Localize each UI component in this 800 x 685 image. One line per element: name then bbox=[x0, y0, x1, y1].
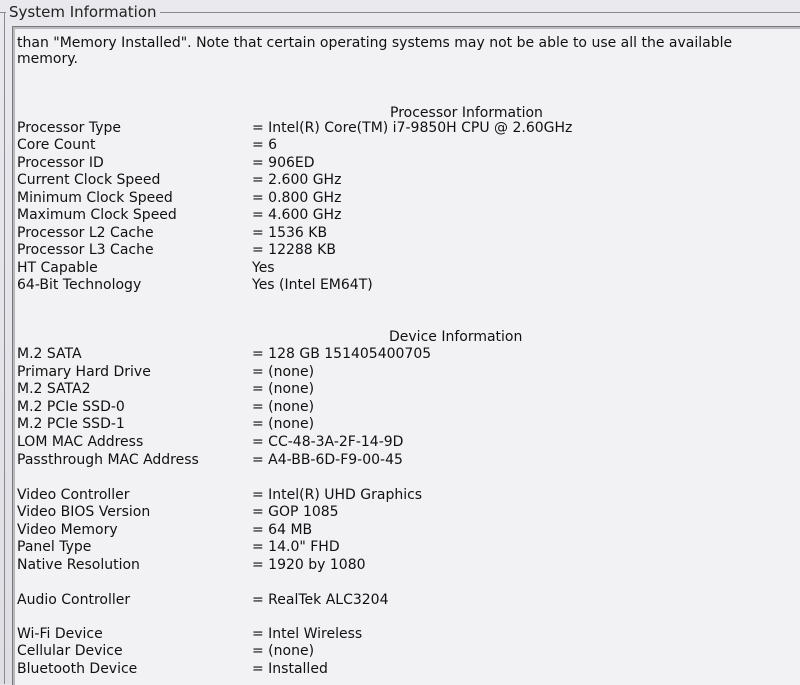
intro-text: than "Memory Installed". Note that certain operating systems may not be able to use all the available memory. bbox=[17, 35, 733, 67]
row-value: = 906ED bbox=[252, 155, 315, 171]
row-label: Audio Controller bbox=[17, 592, 131, 608]
row-value: = A4-BB-6D-F9-00-45 bbox=[252, 452, 403, 468]
row-value: = 0.800 GHz bbox=[252, 190, 342, 206]
row-label: Core Count bbox=[17, 137, 96, 153]
info-row-bluetooth-device bbox=[17, 661, 797, 678]
row-label: Bluetooth Device bbox=[17, 661, 138, 677]
row-value: = 128 GB 151405400705 bbox=[252, 346, 432, 362]
row-value: = (none) bbox=[252, 643, 315, 659]
info-row-video-memory bbox=[17, 522, 797, 539]
row-value: = Intel(R) Core(TM) i7-9850H CPU @ 2.60GHz bbox=[252, 120, 573, 136]
row-value: = RealTek ALC3204 bbox=[252, 592, 389, 608]
row-label: Processor ID bbox=[17, 155, 104, 171]
row-value: = (none) bbox=[252, 381, 315, 397]
info-row-processor-type bbox=[17, 120, 797, 137]
row-label: M.2 SATA bbox=[17, 346, 82, 362]
row-value: = 1536 KB bbox=[252, 225, 328, 241]
row-label: Cellular Device bbox=[17, 643, 123, 659]
info-row-m2-sata2 bbox=[17, 381, 797, 398]
row-value: Yes (Intel EM64T) bbox=[252, 277, 373, 293]
info-row-m2-pcie-ssd-0 bbox=[17, 399, 797, 416]
row-value: = Intel(R) UHD Graphics bbox=[252, 487, 423, 503]
row-label: Processor Type bbox=[17, 120, 122, 136]
info-row-core-count bbox=[17, 137, 797, 154]
row-value: = 12288 KB bbox=[252, 242, 336, 258]
info-row-cellular-device bbox=[17, 643, 797, 660]
device-section-title: Device Information bbox=[389, 329, 523, 345]
row-label: Wi-Fi Device bbox=[17, 626, 103, 642]
row-label: HT Capable bbox=[17, 260, 98, 276]
info-row-primary-hard-drive bbox=[17, 364, 797, 381]
info-row-audio-controller bbox=[17, 592, 797, 609]
row-value: = 64 MB bbox=[252, 522, 313, 538]
row-value: = Intel Wireless bbox=[252, 626, 363, 642]
row-value: = 14.0" FHD bbox=[252, 539, 340, 555]
info-row-lom-mac-address bbox=[17, 434, 797, 451]
info-row-64bit-technology bbox=[17, 277, 797, 294]
row-value: = (none) bbox=[252, 364, 315, 380]
info-row-wifi-device bbox=[17, 626, 797, 643]
row-label: 64-Bit Technology bbox=[17, 277, 142, 293]
row-label: Maximum Clock Speed bbox=[17, 207, 177, 223]
row-label: Processor L3 Cache bbox=[17, 242, 154, 258]
info-row-maximum-clock-speed bbox=[17, 207, 797, 224]
row-label: Video Memory bbox=[17, 522, 118, 538]
row-value: = Installed bbox=[252, 661, 328, 677]
info-row-processor-l3-cache bbox=[17, 242, 797, 259]
row-value: = GOP 1085 bbox=[252, 504, 339, 520]
group-border-left bbox=[4, 12, 5, 684]
processor-section-title: Processor Information bbox=[390, 105, 543, 121]
info-row-native-resolution bbox=[17, 557, 797, 574]
info-row-processor-l2-cache bbox=[17, 225, 797, 242]
row-value: = 4.600 GHz bbox=[252, 207, 342, 223]
info-row-processor-id bbox=[17, 155, 797, 172]
row-label: Video Controller bbox=[17, 487, 130, 503]
row-value: Yes bbox=[252, 260, 275, 276]
row-label: Primary Hard Drive bbox=[17, 364, 151, 380]
row-value: = 6 bbox=[252, 137, 278, 153]
row-label: Current Clock Speed bbox=[17, 172, 161, 188]
info-row-panel-type bbox=[17, 539, 797, 556]
info-row-passthrough-mac-address bbox=[17, 452, 797, 469]
row-label: Processor L2 Cache bbox=[17, 225, 154, 241]
info-scroll-panel[interactable] bbox=[12, 26, 800, 685]
row-label: LOM MAC Address bbox=[17, 434, 144, 450]
info-row-m2-pcie-ssd-1 bbox=[17, 416, 797, 433]
info-row-video-bios-version bbox=[17, 504, 797, 521]
row-value: = 2.600 GHz bbox=[252, 172, 342, 188]
info-row-m2-sata bbox=[17, 346, 797, 363]
group-title: System Information bbox=[6, 2, 160, 22]
row-label: Video BIOS Version bbox=[17, 504, 151, 520]
row-label: M.2 PCIe SSD-0 bbox=[17, 399, 125, 415]
row-label: Native Resolution bbox=[17, 557, 140, 573]
row-label: Panel Type bbox=[17, 539, 92, 555]
info-row-video-controller bbox=[17, 487, 797, 504]
row-value: = 1920 by 1080 bbox=[252, 557, 366, 573]
row-label: Passthrough MAC Address bbox=[17, 452, 199, 468]
row-value: = (none) bbox=[252, 399, 315, 415]
row-value: = CC-48-3A-2F-14-9D bbox=[252, 434, 404, 450]
row-value: = (none) bbox=[252, 416, 315, 432]
info-row-ht-capable bbox=[17, 260, 797, 277]
row-label: Minimum Clock Speed bbox=[17, 190, 173, 206]
info-row-minimum-clock-speed bbox=[17, 190, 797, 207]
row-label: M.2 SATA2 bbox=[17, 381, 91, 397]
info-row-current-clock-speed bbox=[17, 172, 797, 189]
row-label: M.2 PCIe SSD-1 bbox=[17, 416, 125, 432]
